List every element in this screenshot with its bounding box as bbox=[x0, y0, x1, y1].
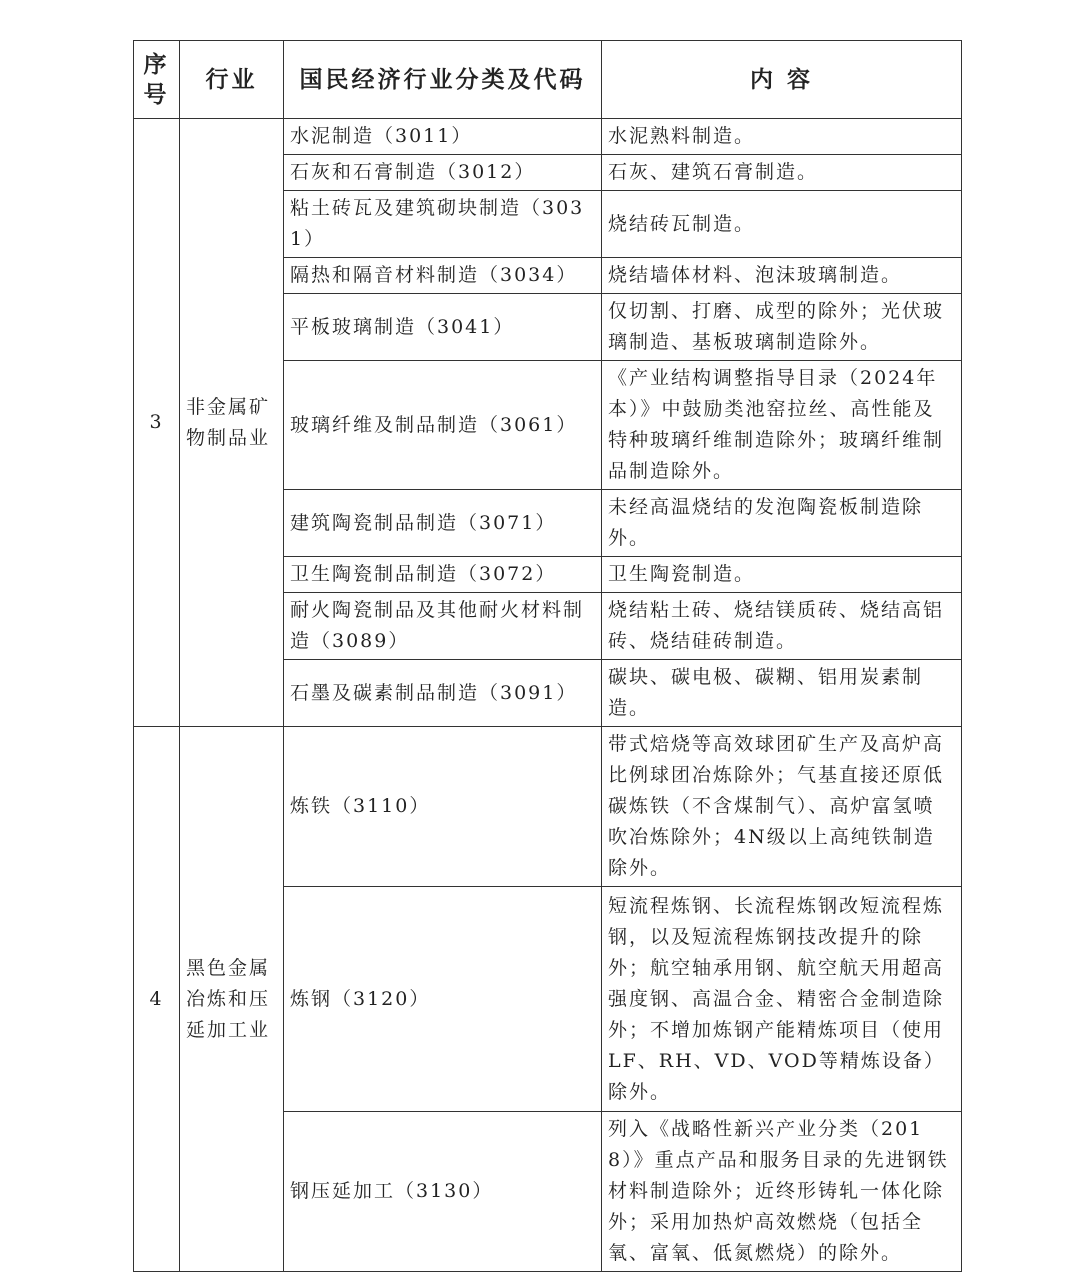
row-seq: 4 bbox=[134, 727, 180, 1272]
row-classification: 钢压延加工（3130） bbox=[284, 1112, 602, 1272]
header-row bbox=[134, 41, 962, 119]
row-classification: 炼钢（3120） bbox=[284, 887, 602, 1112]
row-content: 《产业结构调整指导目录（2024年本）》中鼓励类池窑拉丝、高性能及特种玻璃纤维制造除外；玻璃纤维制品制造除外。 bbox=[602, 361, 962, 490]
row-classification: 水泥制造（3011） bbox=[284, 119, 602, 155]
row-content: 带式焙烧等高效球团矿生产及高炉高比例球团冶炼除外；气基直接还原低碳炼铁（不含煤制气）、高炉富氢喷吹冶炼除外；4N级以上高纯铁制造除外。 bbox=[602, 727, 962, 887]
row-industry: 非金属矿物制品业 bbox=[180, 119, 284, 727]
row-industry: 黑色金属冶炼和压延加工业 bbox=[180, 727, 284, 1272]
row-classification: 炼铁（3110） bbox=[284, 727, 602, 887]
industry-table bbox=[133, 40, 962, 1272]
row-classification: 粘土砖瓦及建筑砌块制造（3031） bbox=[284, 191, 602, 258]
header-industry: 行业 bbox=[180, 41, 284, 119]
row-content: 石灰、建筑石膏制造。 bbox=[602, 155, 962, 191]
row-content: 水泥熟料制造。 bbox=[602, 119, 962, 155]
row-content: 烧结粘土砖、烧结镁质砖、烧结高铝砖、烧结硅砖制造。 bbox=[602, 593, 962, 660]
row-classification: 耐火陶瓷制品及其他耐火材料制造（3089） bbox=[284, 593, 602, 660]
row-content: 烧结墙体材料、泡沫玻璃制造。 bbox=[602, 258, 962, 294]
row-classification: 石墨及碳素制品制造（3091） bbox=[284, 660, 602, 727]
row-content: 卫生陶瓷制造。 bbox=[602, 557, 962, 593]
row-content: 未经高温烧结的发泡陶瓷板制造除外。 bbox=[602, 490, 962, 557]
row-content: 短流程炼钢、长流程炼钢改短流程炼钢，以及短流程炼钢技改提升的除外；航空轴承用钢、航空航天用超高强度钢、高温合金、精密合金制造除外；不增加炼钢产能精炼项目（使用LF、RH、VD、VOD等精炼设备）除外。 bbox=[602, 887, 962, 1112]
header-content: 内 容 bbox=[602, 41, 962, 119]
row-content: 列入《战略性新兴产业分类（2018）》重点产品和服务目录的先进钢铁材料制造除外；近终形铸轧一体化除外；采用加热炉高效燃烧（包括全氧、富氧、低氮燃烧）的除外。 bbox=[602, 1112, 962, 1272]
row-content: 碳块、碳电极、碳糊、铝用炭素制造。 bbox=[602, 660, 962, 727]
row-content: 仅切割、打磨、成型的除外；光伏玻璃制造、基板玻璃制造除外。 bbox=[602, 294, 962, 361]
row-content: 烧结砖瓦制造。 bbox=[602, 191, 962, 258]
row-classification: 卫生陶瓷制品制造（3072） bbox=[284, 557, 602, 593]
row-classification: 玻璃纤维及制品制造（3061） bbox=[284, 361, 602, 490]
row-classification: 隔热和隔音材料制造（3034） bbox=[284, 258, 602, 294]
table-row bbox=[134, 727, 962, 887]
row-classification: 平板玻璃制造（3041） bbox=[284, 294, 602, 361]
row-seq: 3 bbox=[134, 119, 180, 727]
header-classification: 国民经济行业分类及代码 bbox=[284, 41, 602, 119]
table-row bbox=[134, 119, 962, 155]
row-classification: 石灰和石膏制造（3012） bbox=[284, 155, 602, 191]
header-seq: 序号 bbox=[134, 41, 180, 119]
row-classification: 建筑陶瓷制品制造（3071） bbox=[284, 490, 602, 557]
